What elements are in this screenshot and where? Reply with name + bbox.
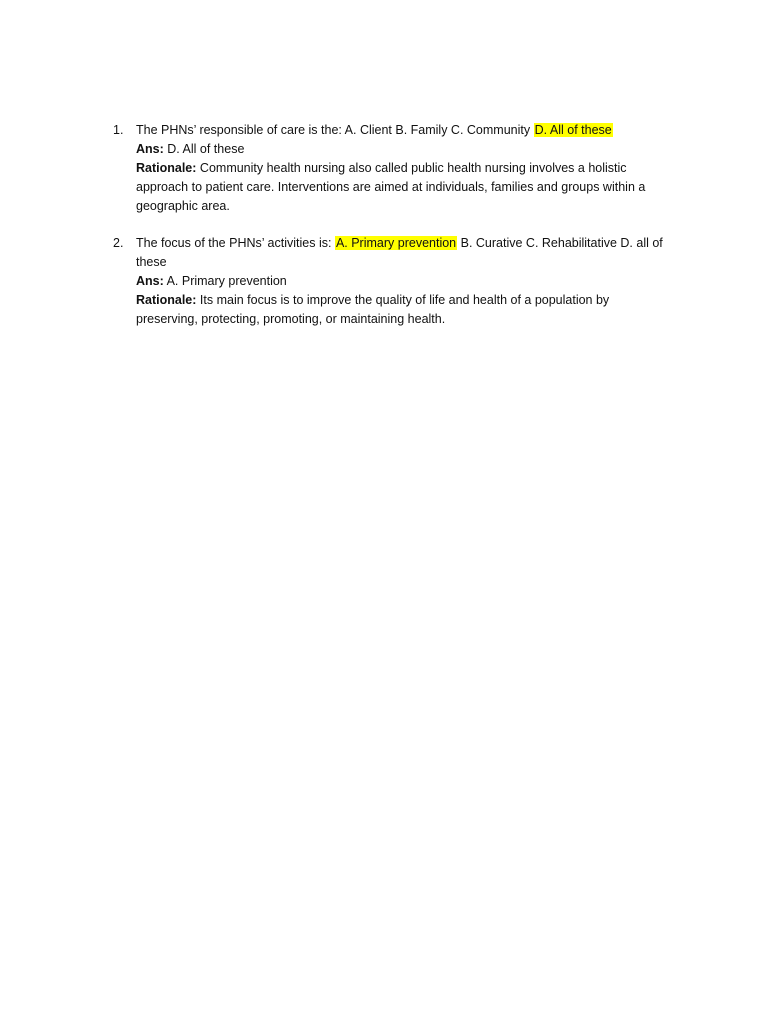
answer-line: [136, 272, 673, 291]
rationale-line: [136, 291, 673, 329]
highlighted-answer: A. Primary prevention: [335, 236, 457, 250]
question-line: [136, 121, 673, 140]
rationale-text: Its main focus is to improve the quality of life and health of a population by preserving, protecting, promoting, or maintaining health.: [136, 293, 610, 326]
rationale-label: Rationale:: [136, 161, 197, 175]
question-tail: B. Curative C. Rehabilitative D. all of these: [136, 236, 663, 269]
question-item: [113, 234, 673, 329]
question-item: [113, 121, 673, 216]
question-text: The PHNs’ responsible of care is the: A. Client B. Family C. Community: [136, 123, 531, 137]
rationale-line: [136, 159, 673, 216]
answer-label: Ans:: [136, 274, 164, 288]
answer-value: D. All of these: [167, 142, 245, 156]
question-text: The focus of the PHNs’ activities is:: [136, 236, 332, 250]
question-number: 2.: [113, 236, 124, 250]
question-line: [136, 234, 673, 272]
question-list: [113, 121, 673, 347]
answer-line: [136, 140, 673, 159]
question-number: 1.: [113, 123, 124, 137]
answer-value: A. Primary prevention: [166, 274, 287, 288]
rationale-label: Rationale:: [136, 293, 197, 307]
rationale-text: Community health nursing also called public health nursing involves a holistic approach to patient care. Interventions are aimed at individuals, families and groups within a geographic area.: [136, 161, 646, 213]
highlighted-answer: D. All of these: [534, 123, 612, 137]
answer-label: Ans:: [136, 142, 164, 156]
